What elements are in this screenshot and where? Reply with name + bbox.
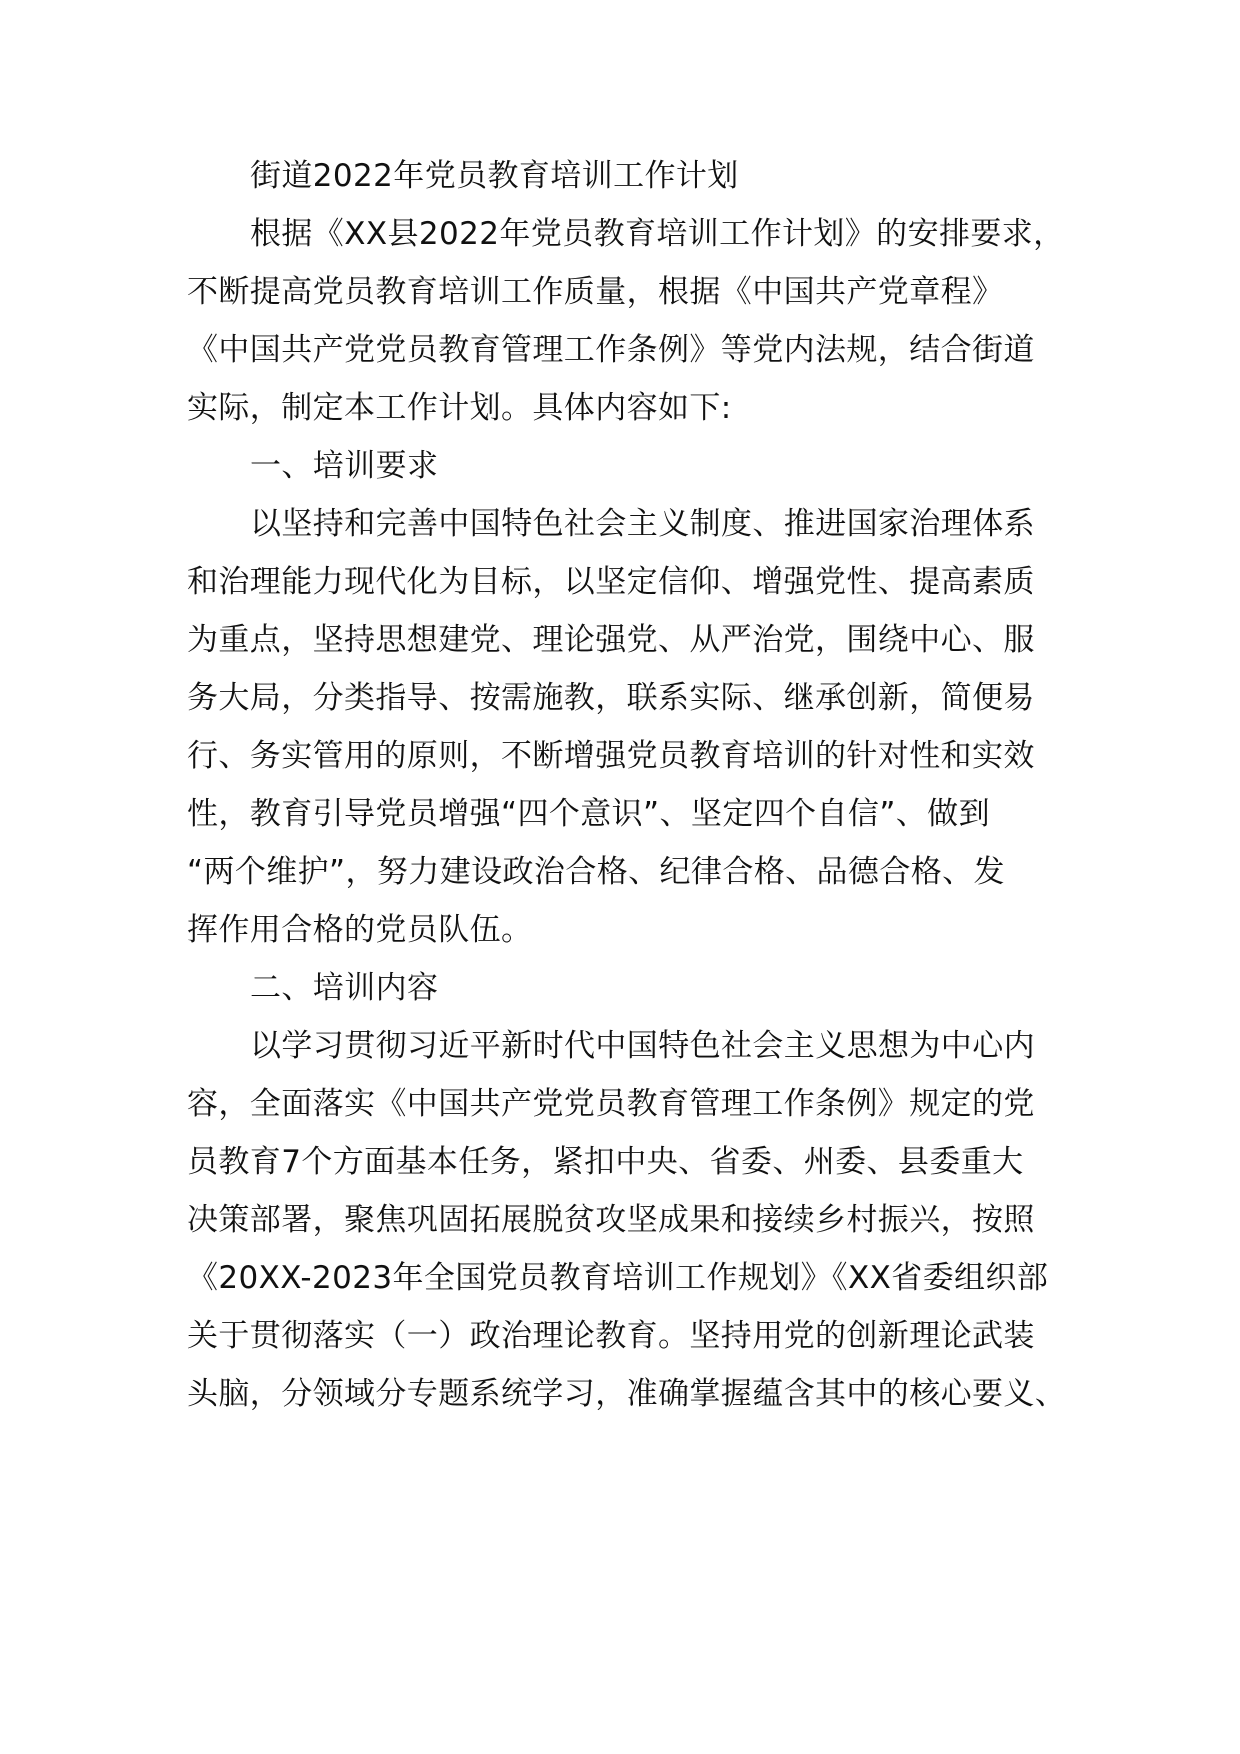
paragraph-line: 不断提高党员教育培训工作质量，根据《中国共产党章程》 [187,274,1004,310]
paragraph-line: 员教育7个方面基本任务，紧扣中央、省委、州委、县委重大 [187,1144,1024,1180]
paragraph-line: 性，教育引导党员增强“四个意识”、坚定四个自信”、做到 [187,796,990,832]
section-heading: 一、培训要求 [250,448,439,484]
document-title: 街道2022年党员教育培训工作计划 [250,158,739,194]
paragraph-line: 务大局，分类指导、按需施教，联系实际、继承创新，简便易 [187,680,1035,716]
paragraph-line: 决策部署，聚焦巩固拓展脱贫攻坚成果和接续乡村振兴，按照 [187,1202,1035,1238]
paragraph-line: 挥作用合格的党员队伍。 [187,912,533,948]
paragraph-line: 头脑，分领域分专题系统学习，准确掌握蕴含其中的核心要义、 [187,1376,1067,1412]
paragraph-line: 根据《XX县2022年党员教育培训工作计划》的安排要求， [250,216,1065,252]
paragraph-line: 行、务实管用的原则，不断增强党员教育培训的针对性和实效 [187,738,1035,774]
paragraph-line: “两个维护”，努力建设政治合格、纪律合格、品德合格、发 [187,854,1005,890]
paragraph-line: 为重点，坚持思想建党、理论强党、从严治党，围绕中心、服 [187,622,1035,658]
paragraph-line: 和治理能力现代化为目标，以坚定信仰、增强党性、提高素质 [187,564,1035,600]
paragraph-line: 关于贯彻落实（一）政治理论教育。坚持用党的创新理论武装 [187,1318,1035,1354]
paragraph-line: 实际，制定本工作计划。具体内容如下: [187,390,732,426]
paragraph-line: 以学习贯彻习近平新时代中国特色社会主义思想为中心内 [250,1028,1035,1064]
paragraph-line: 《中国共产党党员教育管理工作条例》等党内法规，结合街道 [187,332,1035,368]
paragraph-line: 容，全面落实《中国共产党党员教育管理工作条例》规定的党 [187,1086,1035,1122]
paragraph-line: 《20XX-2023年全国党员教育培训工作规划》《XX省委组织部 [187,1260,1049,1296]
section-heading: 二、培训内容 [250,970,439,1006]
paragraph-line: 以坚持和完善中国特色社会主义制度、推进国家治理体系 [250,506,1035,542]
